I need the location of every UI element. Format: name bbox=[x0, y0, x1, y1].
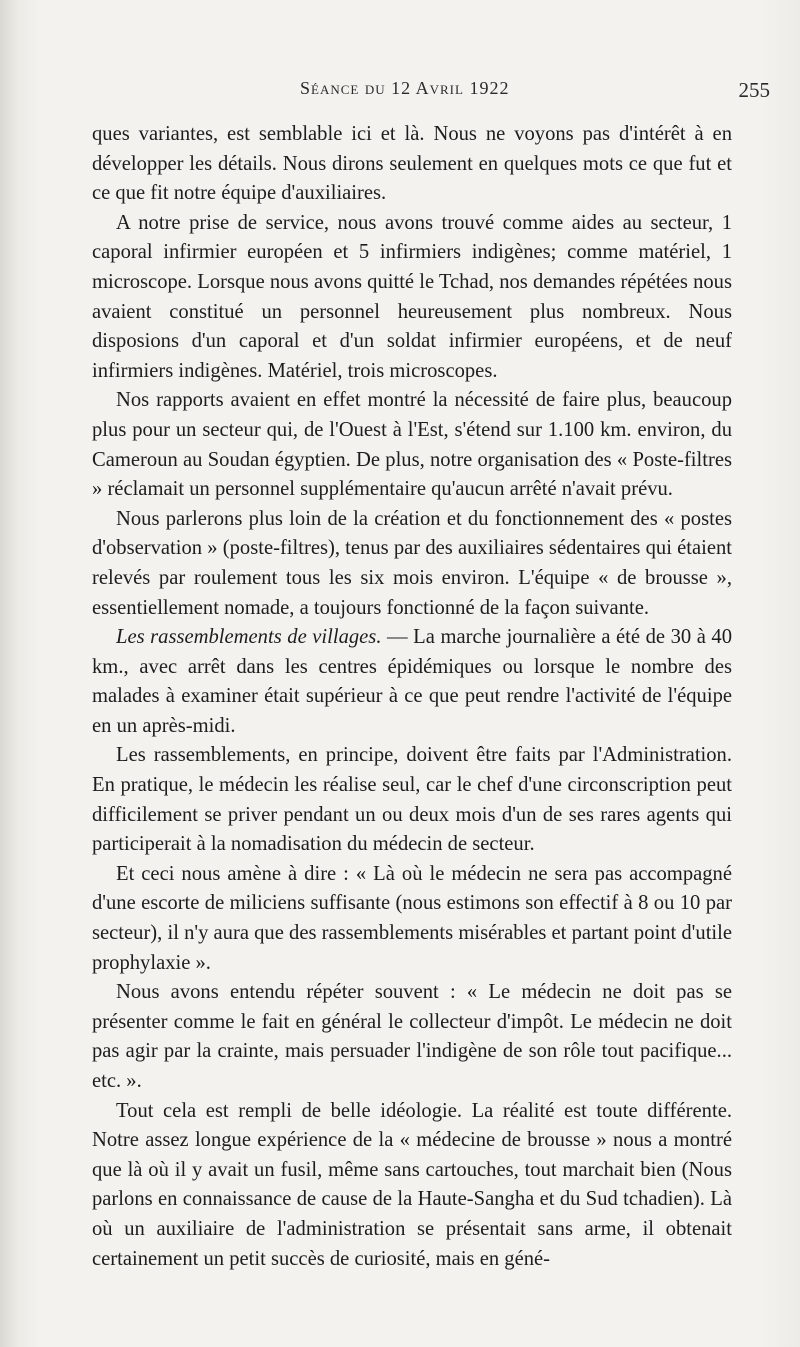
paragraph-continuation: ques variantes, est semblable ici et là. Nous ne voyons pas d'intérêt à en développer les détails. Nous dirons seulement en quelques mots ce que fut et ce que fit notre équipe d'auxiliaires. bbox=[92, 123, 732, 205]
body-text bbox=[92, 120, 732, 1274]
paragraph-administration: Les rassemblements, en principe, doivent être faits par l'Administration. En pratique, le médecin les réalise seul, car le chef d'une circonscription peut difficilement se priver pendant un ou deux mois d'un de ses rares agents qui participerait à la nomadisation du médecin de secteur. bbox=[92, 744, 732, 856]
section-heading: Les rassemblements de villages. bbox=[116, 626, 382, 649]
paragraph-escort: Et ceci nous amène à dire : « Là où le médecin ne sera pas accompagné d'une escorte de miliciens suffisante (nous estimons son effectif à 8 ou 10 par secteur), il n'y aura que des rassemblements misérables et partant point d'utile prophylaxie ». bbox=[92, 862, 732, 974]
paragraph-observation-posts: Nous parlerons plus loin de la création et du fonctionnement des « postes d'observation » (poste-filtres), tenus par des auxiliaires sédentaires qui étaient relevés par roulement tous les six mois environ. L'équipe « de brousse », essentiellement nomade, a toujours fonctionné de la façon suivante. bbox=[92, 507, 732, 619]
paragraph-reports: Nos rapports avaient en effet montré la nécessité de faire plus, beaucoup plus pour un secteur qui, de l'Ouest à l'Est, s'étend sur 1.100 km. environ, du Cameroun au Soudan égyptien. De plus, notre organisation des « Poste-filtres » réclamait un personnel supplémentaire qu'aucun arrêté n'avait prévu. bbox=[92, 389, 732, 501]
paragraph-rassemblements bbox=[92, 623, 732, 741]
page-header bbox=[100, 78, 770, 108]
paragraph-repetition: Nous avons entendu répéter souvent : « Le médecin ne doit pas se présenter comme le fait en général le collecteur d'impôt. Le médecin ne doit pas agir par la crainte, mais persuader l'indigène de son rôle tout pacifique... etc. ». bbox=[92, 981, 732, 1092]
section-text: — La marche journalière a été de 30 à 40 km., avec arrêt dans les centres épidémiques ou lorsque le nombre des malades à examiner était supérieur à ce que peut rendre l'activité de l'équipe en un après-midi. bbox=[92, 626, 733, 737]
running-title: Séance du 12 Avril 1922 bbox=[300, 78, 510, 98]
paragraph-staff: A notre prise de service, nous avons trouvé comme aides au secteur, 1 caporal infirmier européen et 5 infirmiers indigènes; comme matériel, 1 microscope. Lorsque nous avons quitté le Tchad, nos demandes répétées nous avaient constitué un personnel heureusement plus nombreux. Nous disposions d'un caporal et d'un soldat infirmier européens, et de neuf infirmiers indigènes. Matériel, trois microscopes. bbox=[92, 211, 732, 382]
paragraph-ideology: Tout cela est rempli de belle idéologie. La réalité est toute différente. Notre assez longue expérience de la « médecine de brousse » nous a montré que là où il y avait un fusil, même sans cartouches, tout marchait bien (Nous parlons en connaissance de cause de la Haute-Sangha et du Sud tchadien). Là où un auxiliaire de l'administration se présentait sans arme, il obtenait certainement un petit succès de curiosité, mais en géné- bbox=[92, 1099, 732, 1270]
page-number: 255 bbox=[738, 78, 770, 102]
